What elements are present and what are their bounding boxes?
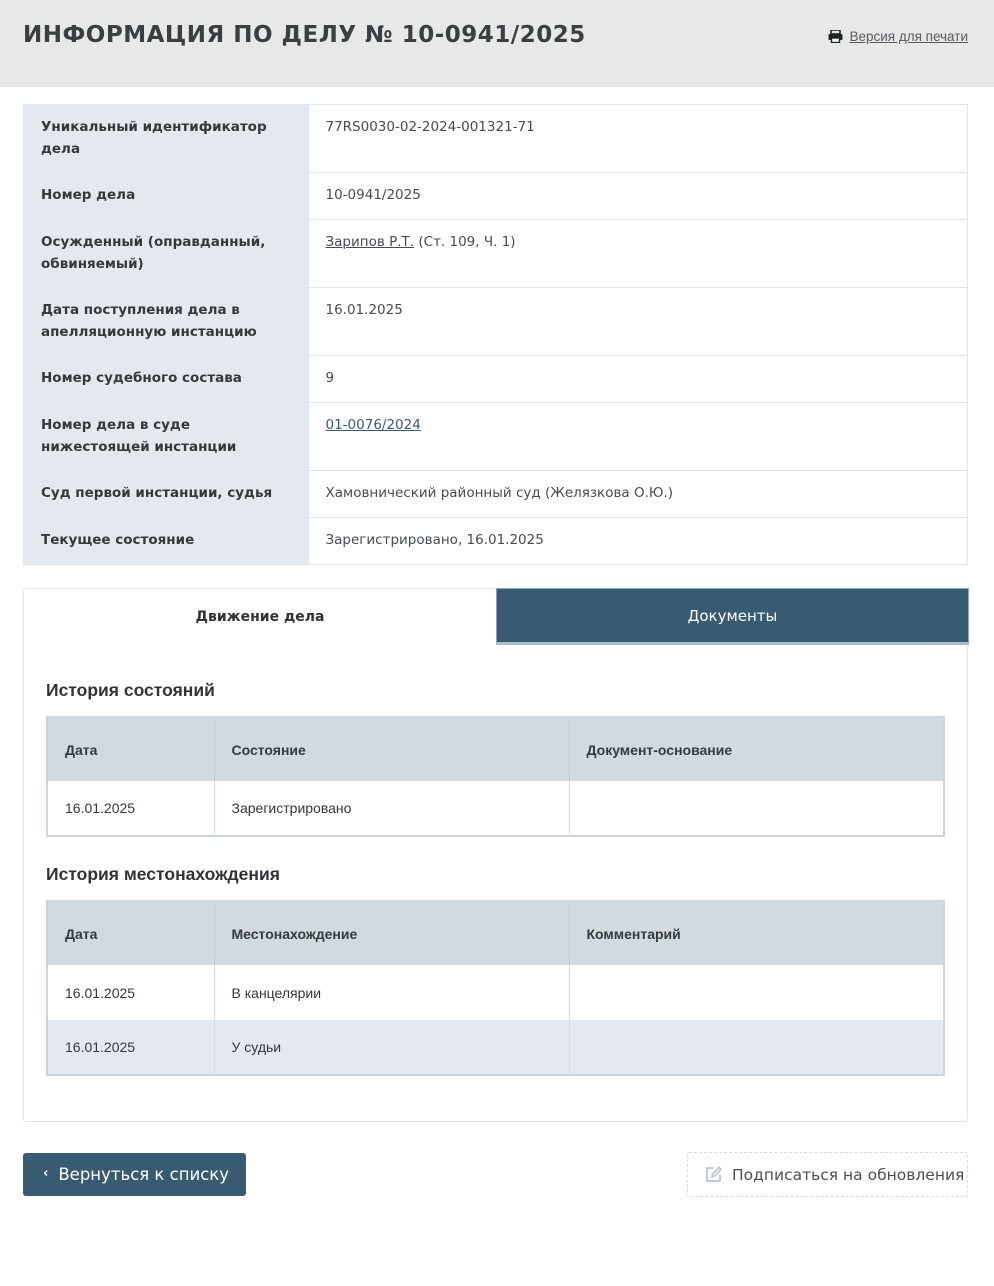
case-info-value: 10-0941/2025 <box>309 173 968 220</box>
cell-date: 16.01.2025 <box>47 965 214 1020</box>
case-info-row <box>24 173 968 220</box>
column-header: Состояние <box>214 717 569 781</box>
status-history-table <box>46 716 945 837</box>
case-info-label <box>24 220 309 288</box>
cell-document <box>569 781 944 836</box>
case-info-table <box>23 104 968 565</box>
cell-comment <box>569 965 944 1020</box>
table-row <box>47 965 944 1020</box>
print-version-link[interactable] <box>828 29 968 44</box>
cell-location: В канцелярии <box>214 965 569 1020</box>
label-current-status: Текущее состояние <box>41 532 195 548</box>
case-info-value: Хамовнический районный суд (Желязкова О.Ю.) <box>309 471 968 518</box>
column-header: Дата <box>47 717 214 781</box>
tab-case-movement[interactable]: Движение дела <box>24 589 496 645</box>
defendant-article: (Ст. 109, Ч. 1) <box>414 234 516 250</box>
case-info-row <box>24 471 968 518</box>
page-header <box>0 0 994 87</box>
case-info-value <box>309 403 968 471</box>
label-court-panel: Номер судебного состава <box>41 370 242 386</box>
table-header-row <box>47 901 944 965</box>
subscribe-updates-button[interactable] <box>687 1152 968 1197</box>
case-info-label <box>24 403 309 471</box>
cell-comment <box>569 1020 944 1075</box>
case-info-row <box>24 403 968 471</box>
status-history-title: История состояний <box>46 680 215 700</box>
case-info-label <box>24 173 309 220</box>
column-header: Дата <box>47 901 214 965</box>
defendant-link[interactable]: Зарипов Р.Т. <box>325 234 415 250</box>
case-info-value: Зарегистрировано, 16.01.2025 <box>309 518 968 565</box>
subscribe-updates-label: Подписаться на обновления <box>732 1165 965 1184</box>
printer-icon <box>828 30 843 43</box>
case-tabs-panel <box>23 588 968 1122</box>
print-version-label[interactable]: Версия для печати <box>849 29 968 44</box>
column-header: Комментарий <box>569 901 944 965</box>
cell-date: 16.01.2025 <box>47 1020 214 1075</box>
case-info-value: 16.01.2025 <box>309 288 968 356</box>
case-info-value: 77RS0030-02-2024-001321-71 <box>309 105 968 173</box>
case-info-row <box>24 518 968 565</box>
column-header: Местонахождение <box>214 901 569 965</box>
label-first-instance-court: Суд первой инстанции, судья <box>41 485 273 501</box>
case-info-label <box>24 105 309 173</box>
case-info-label <box>24 471 309 518</box>
case-info-label <box>24 356 309 403</box>
back-to-list-button[interactable] <box>23 1153 246 1196</box>
chevron-left-icon: ‹ <box>43 1165 49 1181</box>
label-unique-id: Уникальный идентификатор дела <box>41 119 267 157</box>
page-title: ИНФОРМАЦИЯ ПО ДЕЛУ № 10-0941/2025 <box>23 22 586 48</box>
edit-icon <box>705 1166 722 1183</box>
tab-documents[interactable]: Документы <box>496 588 969 645</box>
case-info-row <box>24 220 968 288</box>
cell-location: У судьи <box>214 1020 569 1075</box>
table-row <box>47 781 944 836</box>
table-row <box>47 1020 944 1075</box>
label-appeal-date: Дата поступления дела в апелляционную инстанцию <box>41 302 257 340</box>
case-info-row <box>24 105 968 173</box>
case-info-value: 9 <box>309 356 968 403</box>
cell-date: 16.01.2025 <box>47 781 214 836</box>
location-history-table <box>46 900 945 1076</box>
case-info-row <box>24 356 968 403</box>
location-history-title: История местонахождения <box>46 864 280 884</box>
label-case-number: Номер дела <box>41 187 136 203</box>
column-header: Документ-основание <box>569 717 944 781</box>
cell-status: Зарегистрировано <box>214 781 569 836</box>
case-info-value <box>309 220 968 288</box>
case-info-label <box>24 288 309 356</box>
case-info-label <box>24 518 309 565</box>
lower-court-case-link[interactable]: 01-0076/2024 <box>325 417 421 433</box>
case-info-row <box>24 288 968 356</box>
label-lower-court-case: Номер дела в суде нижестоящей инстанции <box>41 417 237 455</box>
table-header-row <box>47 717 944 781</box>
back-to-list-label: Вернуться к списку <box>58 1165 230 1184</box>
label-defendant: Осужденный (оправданный, обвиняемый) <box>41 234 266 272</box>
